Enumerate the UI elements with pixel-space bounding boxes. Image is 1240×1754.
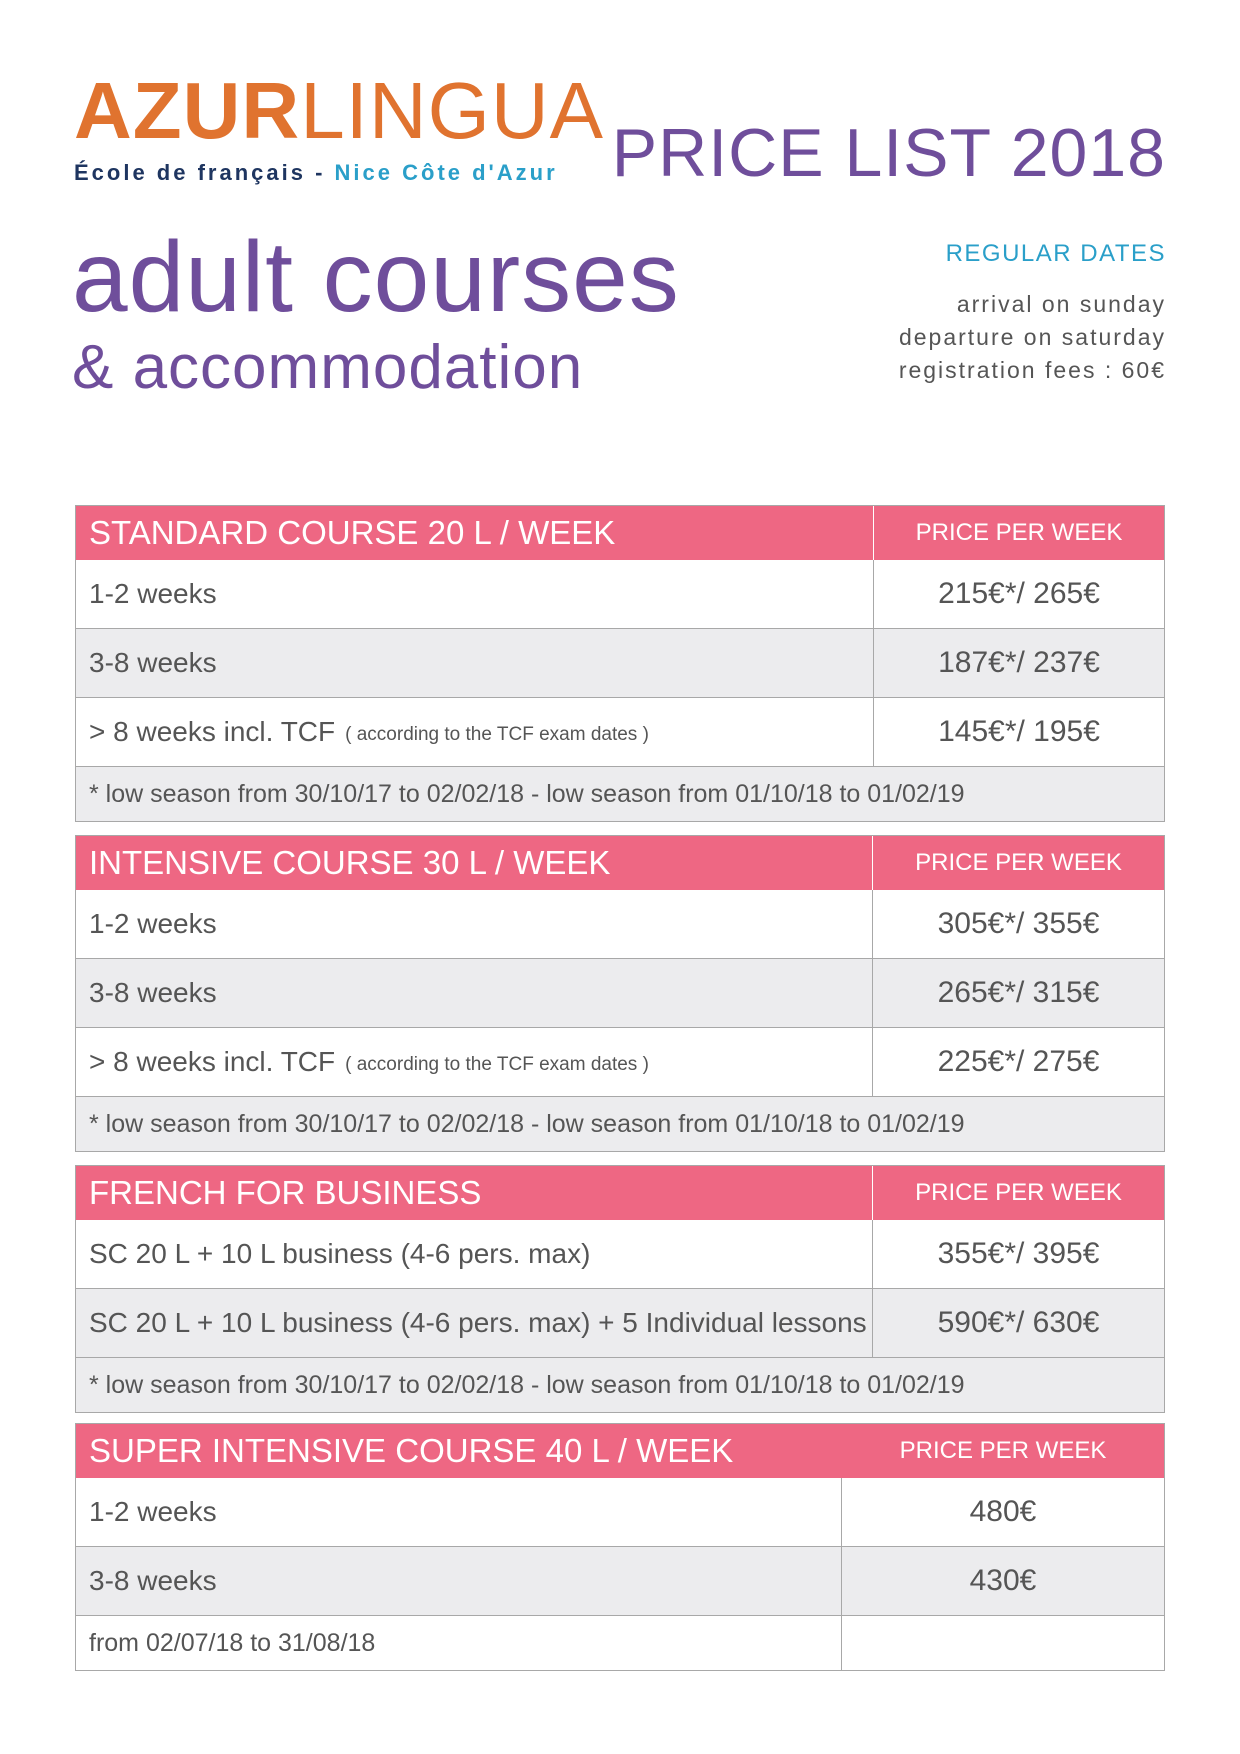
table-row (76, 560, 1164, 629)
table-title: FRENCH FOR BUSINESS (76, 1166, 873, 1220)
row-label (76, 890, 873, 958)
row-label: 3-8 weeks (76, 1547, 842, 1615)
footnote: from 02/07/18 to 31/08/18 (76, 1616, 842, 1670)
row-label-text: 1-2 weeks (89, 908, 217, 939)
table-title: SUPER INTENSIVE COURSE 40 L / WEEK (89, 1432, 734, 1469)
regular-arrival: arrival on sunday (956, 291, 1166, 317)
table-row (76, 890, 1164, 959)
row-label-text: 1-2 weeks (89, 578, 217, 609)
table-row (76, 1028, 1164, 1097)
table-title: INTENSIVE COURSE 30 L / WEEK (76, 836, 873, 890)
footnote-empty-cell (842, 1616, 1164, 1670)
logo-tagline-school: École de français - (74, 160, 335, 185)
table-header (76, 836, 1164, 890)
heading-main: adult courses (72, 221, 680, 333)
footnote-row (76, 1616, 1164, 1670)
row-price: 355€*/ 395€ (937, 1237, 1100, 1270)
row-label-text: 3-8 weeks (89, 647, 217, 678)
row-price: 145€*/ 195€ (938, 715, 1100, 748)
logo-light: LINGUA (300, 66, 605, 155)
footnote: * low season from 30/10/17 to 02/02/18 - low season from 01/10/18 to 01/02/19 (76, 1097, 1164, 1151)
row-label (76, 698, 874, 766)
regular-fees: registration fees : 60€ (898, 357, 1166, 383)
row-price: 305€*/ 355€ (937, 907, 1100, 940)
price-list-title: PRICE LIST 2018 (611, 115, 1166, 191)
logo-bold: AZUR (74, 66, 301, 155)
table-row (76, 1478, 1164, 1547)
row-note: ( according to the TCF exam dates ) (345, 1054, 649, 1075)
intensive-course-table (75, 835, 1165, 1152)
row-label (76, 1028, 873, 1096)
row-label: 1-2 weeks (76, 1478, 842, 1546)
table-header (76, 1424, 1164, 1478)
footnote: * low season from 30/10/17 to 02/02/18 - low season from 01/10/18 to 01/02/19 (76, 1358, 1164, 1412)
table-row (76, 1547, 1164, 1616)
price-header: PRICE PER WEEK (915, 1179, 1122, 1206)
business-course-table (75, 1165, 1165, 1413)
table-header (76, 506, 1164, 560)
price-header: PRICE PER WEEK (915, 519, 1123, 546)
table-header (76, 1166, 1164, 1220)
table-title: STANDARD COURSE 20 L / WEEK (76, 506, 874, 560)
row-label (76, 560, 874, 628)
logo-wordmark (74, 66, 614, 156)
logo-tagline (74, 160, 614, 186)
logo (74, 66, 614, 186)
standard-course-table (75, 505, 1165, 822)
row-price: 265€*/ 315€ (937, 976, 1100, 1009)
table-row (76, 698, 1164, 767)
row-price: 480€ (969, 1495, 1037, 1528)
table-row (76, 1289, 1164, 1358)
table-row (76, 959, 1164, 1028)
row-label-text: 3-8 weeks (89, 977, 217, 1008)
page-heading (72, 222, 680, 404)
row-label: SC 20 L + 10 L business (4-6 pers. max) (76, 1220, 873, 1288)
table-row (76, 629, 1164, 698)
row-label (76, 959, 873, 1027)
row-label-text: > 8 weeks incl. TCF (89, 1046, 336, 1077)
row-label-text: > 8 weeks incl. TCF (89, 716, 336, 747)
row-price: 187€*/ 237€ (938, 646, 1100, 679)
price-header: PRICE PER WEEK (899, 1437, 1107, 1464)
super-intensive-table (75, 1423, 1165, 1671)
footnote: * low season from 30/10/17 to 02/02/18 - low season from 01/10/18 to 01/02/19 (76, 767, 1164, 821)
regular-dates (899, 240, 1166, 387)
row-price: 590€*/ 630€ (937, 1306, 1100, 1339)
table-row (76, 1220, 1164, 1289)
row-price: 225€*/ 275€ (937, 1045, 1100, 1078)
regular-departure: departure on saturday (898, 324, 1166, 350)
row-price: 215€*/ 265€ (938, 577, 1100, 610)
logo-tagline-location: Nice Côte d'Azur (334, 160, 558, 185)
row-label (76, 629, 874, 697)
regular-dates-title: REGULAR DATES (945, 240, 1166, 267)
row-label: SC 20 L + 10 L business (4-6 pers. max) + 5 Individual lessons (76, 1289, 873, 1357)
heading-sub: & accommodation (72, 333, 584, 402)
price-header: PRICE PER WEEK (915, 849, 1122, 876)
row-price: 430€ (969, 1564, 1037, 1597)
row-note: ( according to the TCF exam dates ) (345, 724, 649, 745)
